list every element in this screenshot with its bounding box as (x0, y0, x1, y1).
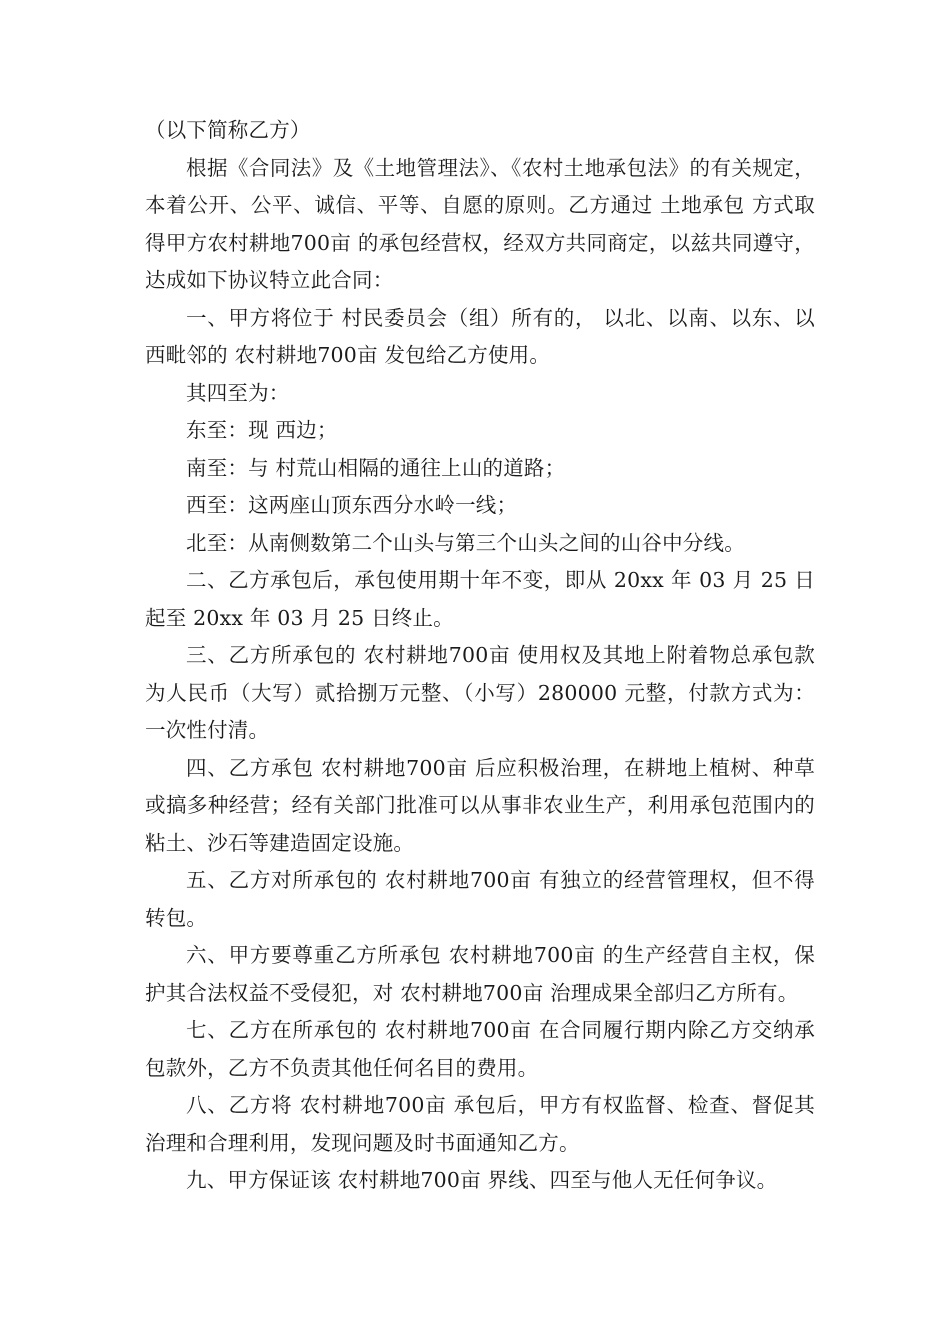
clause-2: 二、乙方承包后，承包使用期十年不变，即从 20xx 年 03 月 25 日起至 20xx 年 03 月 25 日终止。 (145, 568, 815, 630)
clause-8: 八、乙方将 农村耕地700亩 承包后，甲方有权监督、检查、督促其治理和合理利用，发现问题及时书面通知乙方。 (145, 1093, 815, 1155)
boundary-south: 南至：与 村荒山相隔的通往上山的道路； (186, 455, 566, 480)
boundary-west: 西至：这两座山顶东西分水岭一线； (186, 493, 518, 517)
clause-9: 九、甲方保证该 农村耕地700亩 界线、四至与他人无任何争议。 (186, 1168, 778, 1192)
boundaries-heading: 其四至为： (186, 380, 290, 405)
clause-6: 六、甲方要尊重乙方所承包 农村耕地700亩 的生产经营自主权，保护其合法权益不受侵犯，对 农村耕地700亩 治理成果全部归乙方所有。 (145, 943, 815, 1005)
clause-3: 三、乙方所承包的 农村耕地700亩 使用权及其地上附着物总承包款为人民币（大写）贰拾捌万元整、（小写）280000 元整，付款方式为：一次性付清。 (145, 643, 815, 742)
party-b-note: （以下简称乙方） (145, 118, 311, 142)
clause-5: 五、乙方对所承包的 农村耕地700亩 有独立的经营管理权，但不得转包。 (145, 868, 815, 930)
clause-7: 七、乙方在所承包的 农村耕地700亩 在合同履行期内除乙方交纳承包款外，乙方不负责其他任何名目的费用。 (145, 1018, 815, 1080)
document-page (145, 112, 815, 1200)
boundary-east: 东至：现 西边； (186, 418, 338, 442)
clause-1: 一、甲方将位于 村民委员会（组）所有的， 以北、以南、以东、以西毗邻的 农村耕地700亩 发包给乙方使用。 (145, 305, 815, 367)
preamble-paragraph: 根据《合同法》及《土地管理法》、《农村土地承包法》的有关规定，本着公开、公平、诚信、平等、自愿的原则。乙方通过 土地承包 方式取得甲方农村耕地700亩 的承包经营权，经双方共同商定，以兹共同遵守，达成如下协议特立此合同： (145, 155, 815, 292)
clause-4: 四、乙方承包 农村耕地700亩 后应积极治理，在耕地上植树、种草或搞多种经营；经有关部门批准可以从事非农业生产，利用承包范围内的粘土、沙石等建造固定设施。 (145, 755, 815, 855)
boundary-north: 北至：从南侧数第二个山头与第三个山头之间的山谷中分线。 (186, 530, 745, 555)
